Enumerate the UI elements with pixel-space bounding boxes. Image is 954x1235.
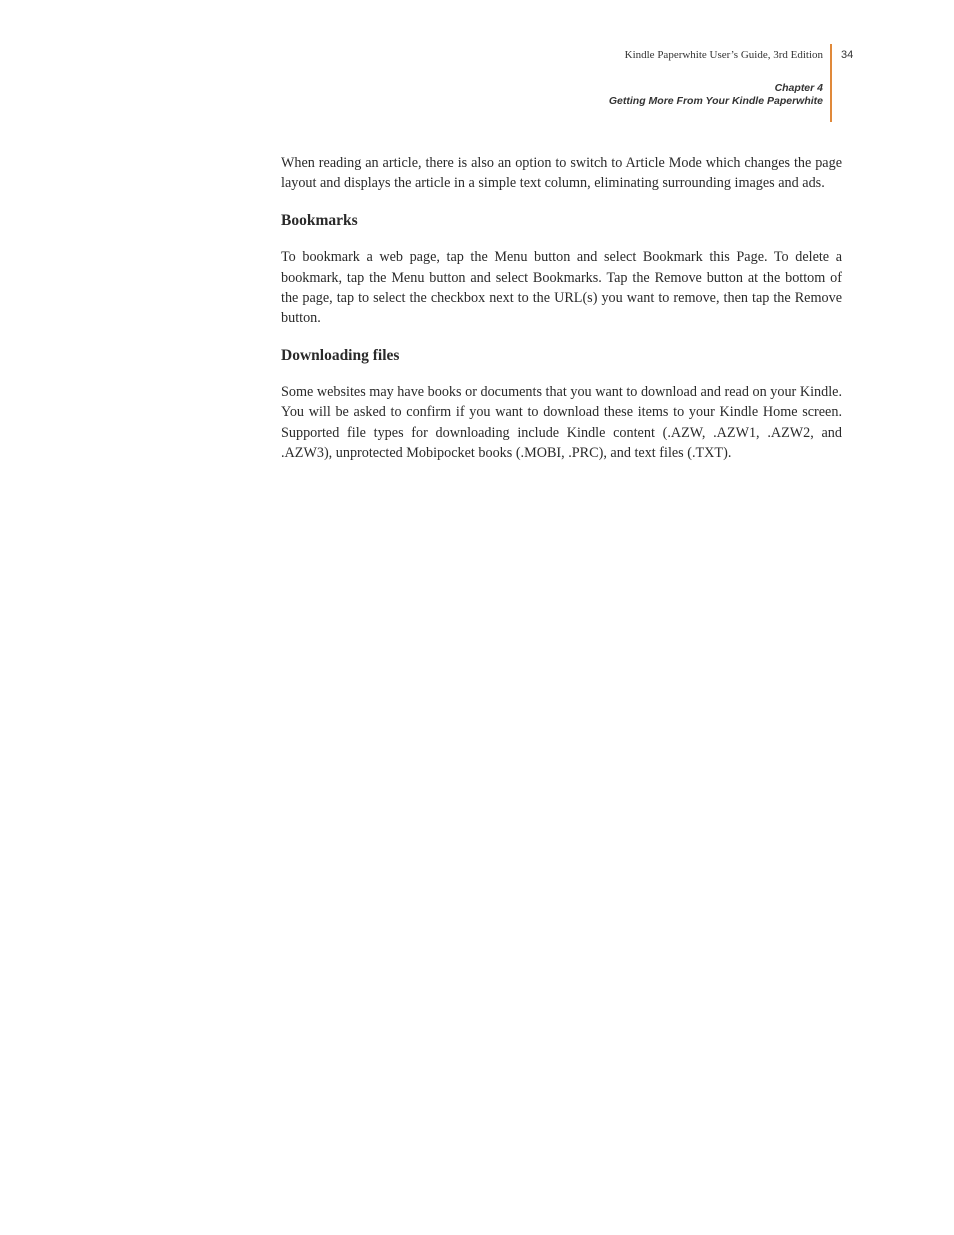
- chapter-block: [609, 82, 823, 108]
- section-paragraph-downloading-files: Some websites may have books or documents that you want to download and read on your Kindle. You will be asked to confirm if you want to download these items to your Kindle Home screen. Supported file types for downloading include Kindle content (.AZW, .AZW1, .AZW2, and .AZW3), unprotected Mobipocket books (.MOBI, .PRC), and text files (.TXT).: [281, 384, 842, 461]
- page-content: [281, 153, 842, 463]
- chapter-number: Chapter 4: [774, 82, 823, 94]
- intro-paragraph: When reading an article, there is also an option to switch to Article Mode which changes the page layout and displays the article in a simple text column, eliminating surrounding images and ads.: [281, 155, 842, 192]
- section-heading-bookmarks: Bookmarks: [281, 212, 358, 230]
- section-paragraph-bookmarks: To bookmark a web page, tap the Menu button and select Bookmark this Page. To delete a bookmark, tap the Menu button and select Bookmarks. Tap the Remove button at the bottom of the page, tap to select the checkbox next to the URL(s) you want to remove, then tap the Remove button.: [281, 249, 842, 327]
- header-divider-rule: [830, 44, 832, 122]
- section-heading-downloading-files: Downloading files: [281, 347, 400, 365]
- guide-title: Kindle Paperwhite User’s Guide, 3rd Edition: [624, 49, 823, 61]
- page-number: 34: [841, 49, 854, 61]
- page-header: [0, 0, 954, 130]
- chapter-title: Getting More From Your Kindle Paperwhite: [608, 95, 823, 107]
